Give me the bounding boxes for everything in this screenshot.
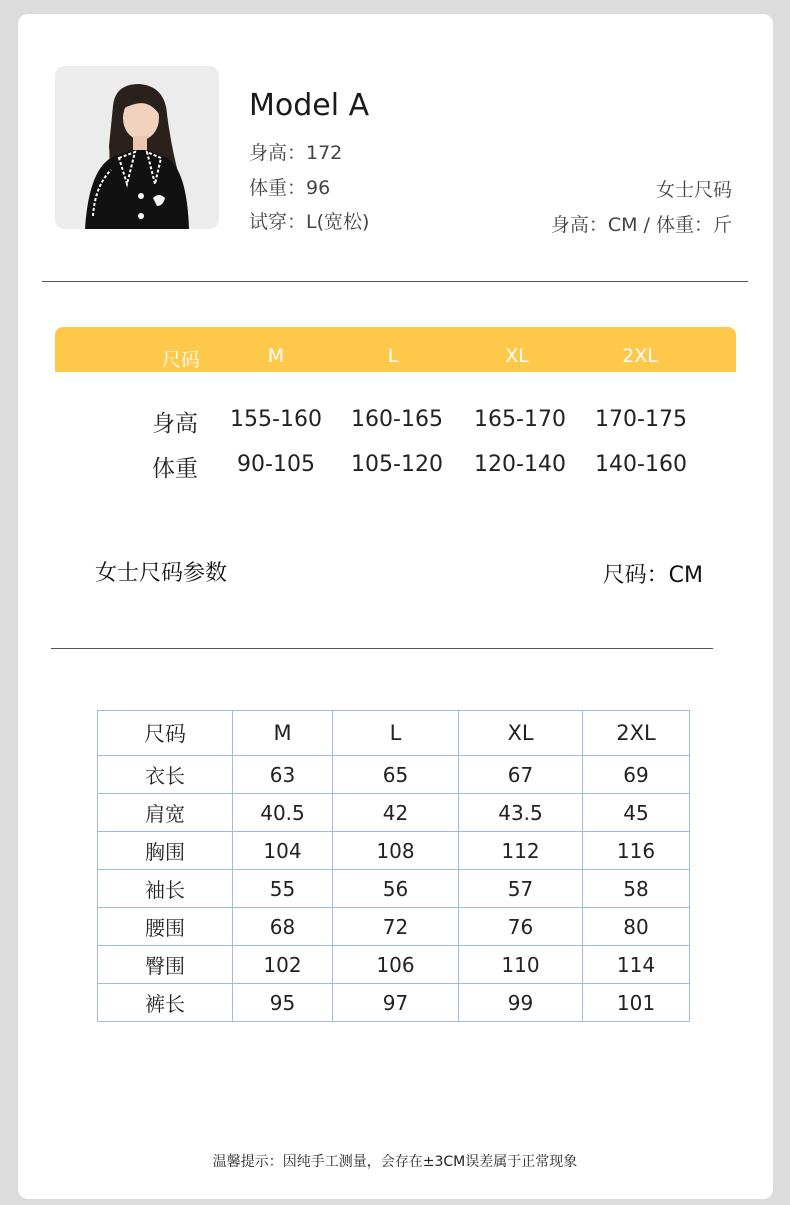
table-cell: 114 [583,946,690,984]
params-title: 女士尺码参数 [95,561,228,586]
table-cell: 72 [333,908,459,946]
table-row-label: 臀围 [98,946,233,984]
table-cell: 67 [459,756,583,794]
table-row [98,832,690,870]
table-cell: 56 [333,870,459,908]
table-cell: 42 [333,794,459,832]
table-cell: 40.5 [233,794,333,832]
table-cell: 58 [583,870,690,908]
size-category-title: 女士尺码 [655,179,732,201]
table-cell: 97 [333,984,459,1022]
recommend-header-size: 尺码 [161,349,201,371]
table-row [98,870,690,908]
recommend-weight-xl: 120-140 [474,452,566,477]
recommend-header-l: L [387,345,399,367]
divider [42,281,748,282]
recommend-height-m: 155-160 [230,407,322,432]
table-header-cell: L [333,711,459,756]
recommend-weight-l: 105-120 [351,452,443,477]
table-row [98,794,690,832]
table-row-label: 胸围 [98,832,233,870]
table-row-label: 袖长 [98,870,233,908]
table-row [98,984,690,1022]
table-header-cell: 尺码 [98,711,233,756]
table-cell: 80 [583,908,690,946]
model-height: 身高：172 [249,142,343,164]
table-cell: 57 [459,870,583,908]
table-cell: 108 [333,832,459,870]
table-cell: 106 [333,946,459,984]
table-cell: 65 [333,756,459,794]
model-photo [55,66,219,229]
measurement-footnote: 温馨提示：因纯手工测量，会存在±3CM误差属于正常现象 [212,1154,578,1170]
params-unit: 尺码：CM [602,563,703,588]
recommend-row-label-weight: 体重 [152,456,198,482]
recommend-header-2xl: 2XL [622,345,658,367]
table-row-label: 衣长 [98,756,233,794]
recommend-height-xl: 165-170 [474,407,566,432]
recommend-header-m: M [267,345,285,367]
recommend-height-l: 160-165 [351,407,443,432]
table-header-row [98,711,690,756]
recommend-header-xl: XL [505,345,529,367]
table-cell: 69 [583,756,690,794]
table-header-cell: M [233,711,333,756]
table-row [98,946,690,984]
model-weight: 体重：96 [249,177,331,199]
model-photo-illustration [55,66,219,229]
recommend-height-2xl: 170-175 [595,407,687,432]
table-cell: 43.5 [459,794,583,832]
table-row [98,908,690,946]
divider [51,648,713,649]
table-row-label: 腰围 [98,908,233,946]
size-parameter-table [97,710,690,1022]
table-header-cell: XL [459,711,583,756]
recommend-weight-m: 90-105 [237,452,315,477]
model-fit-size: 试穿：L(宽松) [249,211,370,233]
recommend-row-label-height: 身高 [152,411,198,437]
table-cell: 76 [459,908,583,946]
table-row [98,756,690,794]
table-cell: 104 [233,832,333,870]
table-cell: 110 [459,946,583,984]
table-cell: 101 [583,984,690,1022]
table-header-cell: 2XL [583,711,690,756]
table-cell: 95 [233,984,333,1022]
table-row-label: 裤长 [98,984,233,1022]
table-cell: 102 [233,946,333,984]
table-cell: 63 [233,756,333,794]
table-cell: 116 [583,832,690,870]
table-cell: 68 [233,908,333,946]
table-cell: 55 [233,870,333,908]
table-cell: 99 [459,984,583,1022]
table-cell: 112 [459,832,583,870]
model-name: Model A [249,88,370,123]
recommend-weight-2xl: 140-160 [595,452,687,477]
table-cell: 45 [583,794,690,832]
table-row-label: 肩宽 [98,794,233,832]
size-units-note: 身高：CM / 体重：斤 [550,214,732,236]
